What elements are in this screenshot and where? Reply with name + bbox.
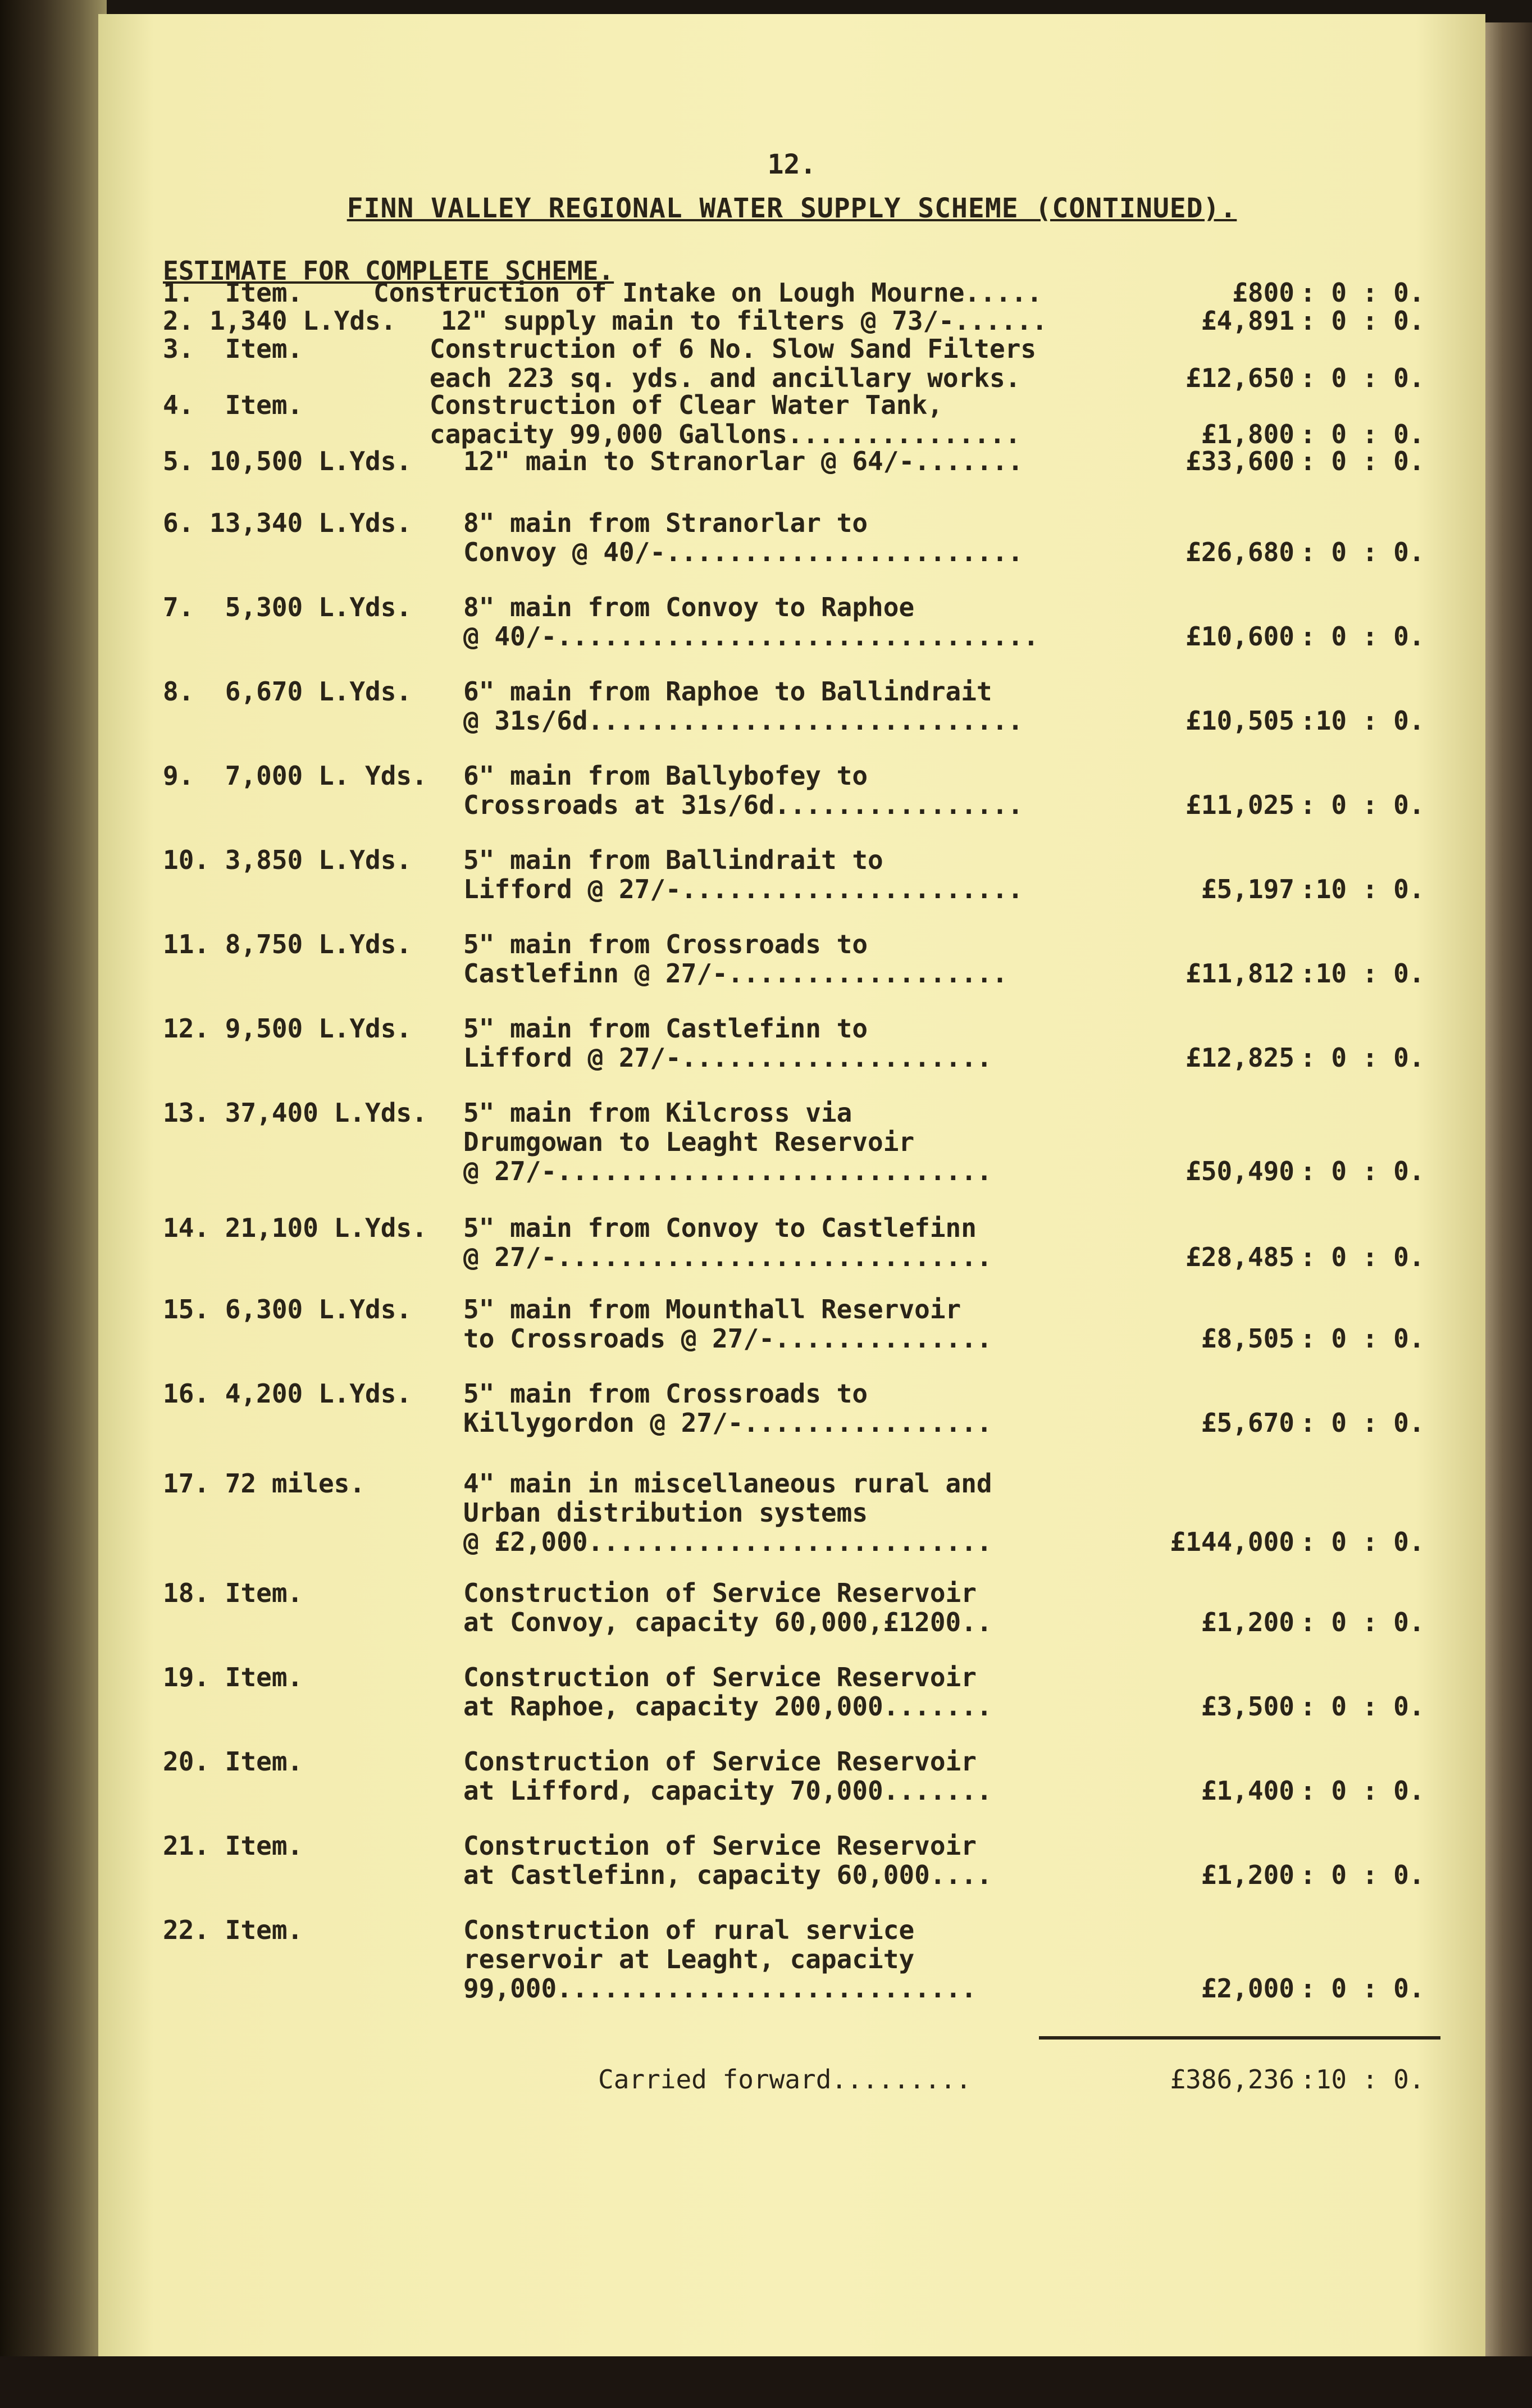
item-description-line: Construction of Service Reservoir — [463, 1746, 977, 1777]
item-description-line: 6" main from Raphoe to Ballindrait — [463, 676, 992, 707]
item-amount: £11,025 — [1186, 790, 1294, 820]
item-amount: £144,000 — [1170, 1527, 1294, 1557]
item-description-line: capacity 99,000 Gallons............... — [430, 419, 1021, 449]
item-amount: £11,812 — [1186, 958, 1294, 989]
item-description-line: @ 27/-............................ — [463, 1242, 992, 1272]
item-description-line: Killygordon @ 27/-................ — [463, 1408, 992, 1438]
item-number: 4. Item. — [163, 390, 303, 420]
item-shillings-pence: : 0 : 0. — [1300, 1043, 1425, 1073]
item-description-line: 12" main to Stranorlar @ 64/-....... — [463, 446, 1023, 476]
document-title: FINN VALLEY REGIONAL WATER SUPPLY SCHEME (CONTINUED). — [346, 193, 1237, 224]
item-number: 8. 6,670 L.Yds. — [163, 676, 412, 707]
item-amount: £1,400 — [1201, 1776, 1294, 1806]
document-page — [98, 14, 1485, 2356]
item-description-line: 5" main from Crossroads to — [463, 1378, 868, 1409]
carried-forward-shillings-pence: :10 : 0. — [1300, 2064, 1425, 2095]
item-amount: £3,500 — [1201, 1691, 1294, 1722]
item-description-line: @ 27/-............................ — [463, 1156, 992, 1186]
item-amount: £5,670 — [1201, 1408, 1294, 1438]
item-number: 19. Item. — [163, 1662, 303, 1692]
item-amount: £1,200 — [1201, 1860, 1294, 1890]
item-shillings-pence: : 0 : 0. — [1300, 537, 1425, 567]
item-number: 2. 1,340 L.Yds. — [163, 306, 396, 336]
item-shillings-pence: : 0 : 0. — [1300, 1973, 1425, 2004]
item-number: 21. Item. — [163, 1831, 303, 1861]
item-amount: £26,680 — [1186, 537, 1294, 567]
item-amount: £28,485 — [1186, 1242, 1294, 1272]
item-description-line: 5" main from Castlefinn to — [463, 1013, 868, 1044]
carried-forward-label: Carried forward......... — [598, 2064, 972, 2095]
item-shillings-pence: : 0 : 0. — [1300, 1242, 1425, 1272]
item-description-line: Construction of Service Reservoir — [463, 1578, 977, 1608]
item-description-line: 4" main in miscellaneous rural and — [463, 1468, 992, 1499]
item-number: 17. 72 miles. — [163, 1468, 366, 1499]
item-amount: £50,490 — [1186, 1156, 1294, 1186]
item-number: 18. Item. — [163, 1578, 303, 1608]
item-description-line: 6" main from Ballybofey to — [463, 761, 868, 791]
item-description-line: 5" main from Ballindrait to — [463, 845, 883, 875]
item-number: 16. 4,200 L.Yds. — [163, 1378, 412, 1409]
item-description-line: 5" main from Mounthall Reservoir — [463, 1294, 961, 1324]
item-amount: £12,650 — [1186, 363, 1294, 393]
item-number: 20. Item. — [163, 1746, 303, 1777]
item-amount: £12,825 — [1186, 1043, 1294, 1073]
item-description-line: @ £2,000.......................... — [463, 1527, 992, 1557]
item-amount: £800 — [1232, 277, 1294, 308]
carried-forward-amount: £386,236 — [1170, 2064, 1294, 2095]
item-amount: £1,800 — [1201, 419, 1294, 449]
item-description-line: at Castlefinn, capacity 60,000.... — [463, 1860, 992, 1890]
item-description-line: Convoy @ 40/-....................... — [463, 537, 1023, 567]
item-description-line: Construction of 6 No. Slow Sand Filters — [430, 334, 1037, 364]
item-shillings-pence: : 0 : 0. — [1300, 790, 1425, 820]
item-amount: £1,200 — [1201, 1607, 1294, 1637]
item-description-line: Construction of Intake on Lough Mourne..... — [373, 277, 1042, 308]
item-amount: £33,600 — [1186, 446, 1294, 476]
item-description-line: Lifford @ 27/-...................... — [463, 874, 1023, 904]
item-number: 22. Item. — [163, 1915, 303, 1945]
item-amount: £8,505 — [1201, 1323, 1294, 1354]
item-description-line: at Convoy, capacity 60,000,£1200.. — [463, 1607, 992, 1637]
item-description-line: 5" main from Convoy to Castlefinn — [463, 1213, 977, 1243]
item-number: 7. 5,300 L.Yds. — [163, 592, 412, 622]
item-number: 10. 3,850 L.Yds. — [163, 845, 412, 875]
item-description-line: reservoir at Leaght, capacity — [463, 1944, 915, 1974]
item-shillings-pence: : 0 : 0. — [1300, 1156, 1425, 1186]
item-number: 1. Item. — [163, 277, 303, 308]
item-shillings-pence: : 0 : 0. — [1300, 363, 1425, 393]
item-description-line: Urban distribution systems — [463, 1497, 868, 1528]
item-shillings-pence: : 0 : 0. — [1300, 306, 1425, 336]
item-number: 5. 10,500 L.Yds. — [163, 446, 412, 476]
item-description-line: Drumgowan to Leaght Reservoir — [463, 1127, 915, 1157]
item-description-line: 12" supply main to filters @ 73/-...... — [441, 306, 1048, 336]
item-number: 11. 8,750 L.Yds. — [163, 929, 412, 959]
item-description-line: Construction of rural service — [463, 1915, 915, 1945]
item-description-line: Crossroads at 31s/6d................ — [463, 790, 1023, 820]
item-shillings-pence: : 0 : 0. — [1300, 1691, 1425, 1722]
item-amount: £4,891 — [1201, 306, 1294, 336]
estimate-heading: ESTIMATE FOR COMPLETE SCHEME. — [163, 256, 614, 286]
item-description-line: Construction of Clear Water Tank, — [430, 390, 943, 420]
item-description-line: to Crossroads @ 27/-.............. — [463, 1323, 992, 1354]
item-description-line: at Raphoe, capacity 200,000....... — [463, 1691, 992, 1722]
item-description-line: 5" main from Kilcross via — [463, 1098, 852, 1128]
item-description-line: at Lifford, capacity 70,000....... — [463, 1776, 992, 1806]
item-description-line: @ 31s/6d............................ — [463, 705, 1023, 736]
item-shillings-pence: :10 : 0. — [1300, 705, 1425, 736]
item-description-line: Lifford @ 27/-.................... — [463, 1043, 992, 1073]
item-shillings-pence: : 0 : 0. — [1300, 1527, 1425, 1557]
item-amount: £10,600 — [1186, 621, 1294, 652]
item-shillings-pence: :10 : 0. — [1300, 958, 1425, 989]
item-shillings-pence: :10 : 0. — [1300, 874, 1425, 904]
bottom-shadow — [0, 2356, 1532, 2408]
item-shillings-pence: : 0 : 0. — [1300, 1607, 1425, 1637]
item-description-line: 5" main from Crossroads to — [463, 929, 868, 959]
item-description-line: @ 40/-............................... — [463, 621, 1039, 652]
item-description-line: 8" main from Stranorlar to — [463, 508, 868, 538]
item-amount: £10,505 — [1186, 705, 1294, 736]
item-shillings-pence: : 0 : 0. — [1300, 1860, 1425, 1890]
item-number: 3. Item. — [163, 334, 303, 364]
item-amount: £2,000 — [1201, 1973, 1294, 2004]
item-number: 6. 13,340 L.Yds. — [163, 508, 412, 538]
item-description-line: Construction of Service Reservoir — [463, 1662, 977, 1692]
item-number: 9. 7,000 L. Yds. — [163, 761, 427, 791]
item-shillings-pence: : 0 : 0. — [1300, 1408, 1425, 1438]
item-amount: £5,197 — [1201, 874, 1294, 904]
item-number: 14. 21,100 L.Yds. — [163, 1213, 427, 1243]
item-description-line: 99,000........................... — [463, 1973, 977, 2004]
item-shillings-pence: : 0 : 0. — [1300, 277, 1425, 308]
page-number: 12. — [767, 149, 817, 180]
item-number: 15. 6,300 L.Yds. — [163, 1294, 412, 1324]
item-description-line: Construction of Service Reservoir — [463, 1831, 977, 1861]
item-description-line: each 223 sq. yds. and ancillary works. — [430, 363, 1021, 393]
item-shillings-pence: : 0 : 0. — [1300, 1323, 1425, 1354]
item-shillings-pence: : 0 : 0. — [1300, 621, 1425, 652]
total-rule — [1039, 2036, 1440, 2040]
item-description-line: Castlefinn @ 27/-.................. — [463, 958, 1008, 989]
item-shillings-pence: : 0 : 0. — [1300, 419, 1425, 449]
item-number: 13. 37,400 L.Yds. — [163, 1098, 427, 1128]
item-description-line: 8" main from Convoy to Raphoe — [463, 592, 915, 622]
page-stack-edge — [1483, 22, 1532, 2359]
item-shillings-pence: : 0 : 0. — [1300, 1776, 1425, 1806]
item-shillings-pence: : 0 : 0. — [1300, 446, 1425, 476]
item-number: 12. 9,500 L.Yds. — [163, 1013, 412, 1044]
book-binding — [0, 0, 107, 2408]
